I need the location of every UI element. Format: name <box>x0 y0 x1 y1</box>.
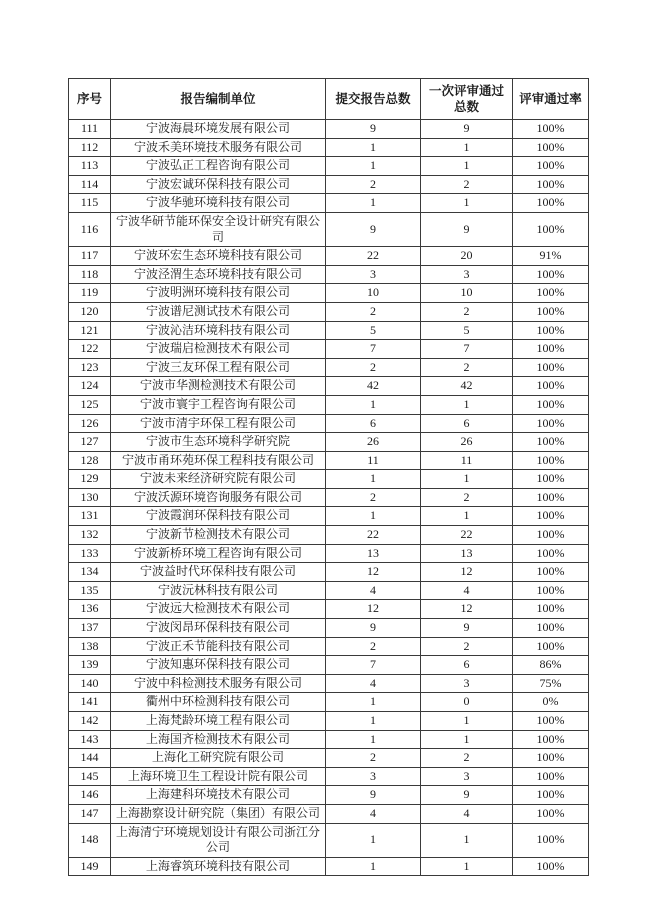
cell-passed: 1 <box>421 507 513 526</box>
table-row <box>69 194 589 213</box>
cell-passed: 3 <box>421 767 513 786</box>
cell-passed: 9 <box>421 786 513 805</box>
cell-rate: 100% <box>513 730 589 749</box>
cell-unit: 宁波新节检测技术有限公司 <box>111 526 326 545</box>
cell-unit: 宁波市生态环境科学研究院 <box>111 433 326 452</box>
cell-unit: 宁波市甬环苑环保工程科技有限公司 <box>111 451 326 470</box>
table-row <box>69 488 589 507</box>
cell-submitted: 1 <box>326 138 421 157</box>
cell-passed: 4 <box>421 581 513 600</box>
cell-unit: 宁波新桥环境工程咨询有限公司 <box>111 544 326 563</box>
cell-passed: 1 <box>421 157 513 176</box>
cell-submitted: 1 <box>326 730 421 749</box>
cell-unit: 宁波华驰环境科技有限公司 <box>111 194 326 213</box>
cell-passed: 6 <box>421 414 513 433</box>
cell-submitted: 42 <box>326 377 421 396</box>
table-header <box>69 79 589 120</box>
cell-index: 146 <box>69 786 111 805</box>
cell-index: 137 <box>69 619 111 638</box>
cell-unit: 宁波市华测检测技术有限公司 <box>111 377 326 396</box>
cell-submitted: 13 <box>326 544 421 563</box>
cell-unit: 宁波明洲环境科技有限公司 <box>111 284 326 303</box>
cell-submitted: 2 <box>326 637 421 656</box>
col-header-unit: 报告编制单位 <box>111 79 326 120</box>
cell-submitted: 4 <box>326 674 421 693</box>
cell-unit: 宁波中科检测技术服务有限公司 <box>111 674 326 693</box>
table-row <box>69 340 589 359</box>
cell-index: 133 <box>69 544 111 563</box>
cell-index: 140 <box>69 674 111 693</box>
table-row <box>69 637 589 656</box>
cell-passed: 12 <box>421 563 513 582</box>
cell-passed: 9 <box>421 619 513 638</box>
cell-index: 116 <box>69 212 111 246</box>
table-row <box>69 581 589 600</box>
cell-passed: 10 <box>421 284 513 303</box>
cell-rate: 100% <box>513 212 589 246</box>
cell-unit: 宁波市清宇环保工程有限公司 <box>111 414 326 433</box>
cell-unit: 宁波市寰宇工程咨询有限公司 <box>111 395 326 414</box>
cell-passed: 1 <box>421 857 513 876</box>
cell-rate: 100% <box>513 857 589 876</box>
cell-passed: 5 <box>421 321 513 340</box>
cell-index: 130 <box>69 488 111 507</box>
cell-submitted: 7 <box>326 340 421 359</box>
cell-rate: 100% <box>513 804 589 823</box>
cell-rate: 100% <box>513 488 589 507</box>
cell-passed: 7 <box>421 340 513 359</box>
cell-index: 129 <box>69 470 111 489</box>
table-row <box>69 674 589 693</box>
cell-submitted: 4 <box>326 804 421 823</box>
cell-rate: 100% <box>513 544 589 563</box>
table-row <box>69 358 589 377</box>
cell-rate: 100% <box>513 507 589 526</box>
cell-rate: 100% <box>513 433 589 452</box>
cell-passed: 9 <box>421 120 513 139</box>
cell-rate: 100% <box>513 302 589 321</box>
cell-rate: 100% <box>513 194 589 213</box>
cell-submitted: 1 <box>326 857 421 876</box>
cell-index: 131 <box>69 507 111 526</box>
cell-rate: 100% <box>513 120 589 139</box>
table-row <box>69 749 589 768</box>
cell-index: 124 <box>69 377 111 396</box>
cell-passed: 0 <box>421 693 513 712</box>
cell-submitted: 1 <box>326 194 421 213</box>
cell-unit: 宁波禾美环境技术服务有限公司 <box>111 138 326 157</box>
cell-unit: 上海环境卫生工程设计院有限公司 <box>111 767 326 786</box>
cell-rate: 100% <box>513 786 589 805</box>
cell-submitted: 9 <box>326 619 421 638</box>
cell-passed: 2 <box>421 358 513 377</box>
cell-passed: 1 <box>421 730 513 749</box>
cell-passed: 6 <box>421 656 513 675</box>
table-row <box>69 857 589 876</box>
cell-rate: 75% <box>513 674 589 693</box>
cell-rate: 100% <box>513 600 589 619</box>
cell-rate: 100% <box>513 712 589 731</box>
cell-rate: 100% <box>513 767 589 786</box>
cell-index: 142 <box>69 712 111 731</box>
cell-unit: 上海勘察设计研究院（集团）有限公司 <box>111 804 326 823</box>
table-row <box>69 265 589 284</box>
cell-rate: 100% <box>513 265 589 284</box>
cell-unit: 宁波益时代环保科技有限公司 <box>111 563 326 582</box>
cell-unit: 宁波弘正工程咨询有限公司 <box>111 157 326 176</box>
table-row <box>69 284 589 303</box>
cell-passed: 1 <box>421 395 513 414</box>
cell-unit: 上海国齐检测技术有限公司 <box>111 730 326 749</box>
cell-rate: 100% <box>513 451 589 470</box>
cell-index: 125 <box>69 395 111 414</box>
cell-unit: 宁波瑞启检测技术有限公司 <box>111 340 326 359</box>
cell-submitted: 2 <box>326 302 421 321</box>
cell-rate: 100% <box>513 414 589 433</box>
table-header-row <box>69 79 589 120</box>
cell-submitted: 22 <box>326 247 421 266</box>
table-row <box>69 619 589 638</box>
cell-rate: 91% <box>513 247 589 266</box>
cell-index: 121 <box>69 321 111 340</box>
cell-rate: 100% <box>513 637 589 656</box>
cell-passed: 3 <box>421 674 513 693</box>
table-row <box>69 526 589 545</box>
table-row <box>69 730 589 749</box>
table-row <box>69 823 589 857</box>
cell-unit: 宁波沅林科技有限公司 <box>111 581 326 600</box>
cell-submitted: 26 <box>326 433 421 452</box>
cell-index: 127 <box>69 433 111 452</box>
cell-index: 115 <box>69 194 111 213</box>
cell-rate: 100% <box>513 138 589 157</box>
cell-passed: 20 <box>421 247 513 266</box>
cell-passed: 4 <box>421 804 513 823</box>
table-row <box>69 175 589 194</box>
cell-unit: 宁波正禾节能科技有限公司 <box>111 637 326 656</box>
table-row <box>69 395 589 414</box>
cell-rate: 100% <box>513 358 589 377</box>
cell-rate: 100% <box>513 619 589 638</box>
cell-passed: 2 <box>421 175 513 194</box>
table-row <box>69 302 589 321</box>
cell-passed: 9 <box>421 212 513 246</box>
cell-index: 138 <box>69 637 111 656</box>
cell-rate: 100% <box>513 470 589 489</box>
cell-submitted: 4 <box>326 581 421 600</box>
cell-submitted: 1 <box>326 823 421 857</box>
cell-index: 111 <box>69 120 111 139</box>
cell-unit: 宁波未来经济研究院有限公司 <box>111 470 326 489</box>
cell-unit: 上海化工研究院有限公司 <box>111 749 326 768</box>
table-row <box>69 786 589 805</box>
cell-index: 132 <box>69 526 111 545</box>
table-row <box>69 767 589 786</box>
cell-rate: 86% <box>513 656 589 675</box>
cell-rate: 100% <box>513 340 589 359</box>
cell-index: 144 <box>69 749 111 768</box>
cell-passed: 1 <box>421 823 513 857</box>
cell-submitted: 22 <box>326 526 421 545</box>
cell-passed: 12 <box>421 600 513 619</box>
table-row <box>69 377 589 396</box>
col-header-passed: 一次评审通过总数 <box>421 79 513 120</box>
table-row <box>69 712 589 731</box>
cell-passed: 3 <box>421 265 513 284</box>
cell-passed: 2 <box>421 488 513 507</box>
cell-unit: 宁波远大检测技术有限公司 <box>111 600 326 619</box>
cell-index: 143 <box>69 730 111 749</box>
cell-submitted: 12 <box>326 563 421 582</box>
cell-rate: 100% <box>513 321 589 340</box>
cell-index: 117 <box>69 247 111 266</box>
cell-passed: 1 <box>421 138 513 157</box>
table-row <box>69 321 589 340</box>
table-row <box>69 544 589 563</box>
cell-submitted: 1 <box>326 507 421 526</box>
cell-index: 139 <box>69 656 111 675</box>
cell-passed: 22 <box>421 526 513 545</box>
cell-unit: 宁波泾渭生态环境科技有限公司 <box>111 265 326 284</box>
cell-index: 135 <box>69 581 111 600</box>
cell-unit: 宁波闵昂环保科技有限公司 <box>111 619 326 638</box>
cell-passed: 2 <box>421 302 513 321</box>
cell-index: 120 <box>69 302 111 321</box>
cell-index: 126 <box>69 414 111 433</box>
cell-unit: 宁波环宏生态环境科技有限公司 <box>111 247 326 266</box>
cell-submitted: 1 <box>326 693 421 712</box>
cell-submitted: 6 <box>326 414 421 433</box>
cell-submitted: 1 <box>326 712 421 731</box>
table-row <box>69 693 589 712</box>
cell-rate: 100% <box>513 563 589 582</box>
cell-rate: 100% <box>513 749 589 768</box>
cell-unit: 宁波华研节能环保安全设计研究有限公司 <box>111 212 326 246</box>
cell-rate: 0% <box>513 693 589 712</box>
cell-rate: 100% <box>513 395 589 414</box>
cell-index: 114 <box>69 175 111 194</box>
cell-index: 112 <box>69 138 111 157</box>
cell-passed: 2 <box>421 637 513 656</box>
cell-index: 148 <box>69 823 111 857</box>
cell-unit: 上海清宁环境规划设计有限公司浙江分公司 <box>111 823 326 857</box>
cell-index: 147 <box>69 804 111 823</box>
cell-passed: 1 <box>421 194 513 213</box>
cell-unit: 宁波三友环保工程有限公司 <box>111 358 326 377</box>
cell-submitted: 12 <box>326 600 421 619</box>
cell-submitted: 9 <box>326 120 421 139</box>
cell-submitted: 3 <box>326 767 421 786</box>
table-row <box>69 157 589 176</box>
cell-rate: 100% <box>513 823 589 857</box>
cell-submitted: 10 <box>326 284 421 303</box>
cell-submitted: 2 <box>326 488 421 507</box>
cell-unit: 上海睿筑环境科技有限公司 <box>111 857 326 876</box>
cell-index: 118 <box>69 265 111 284</box>
col-header-submitted: 提交报告总数 <box>326 79 421 120</box>
cell-submitted: 1 <box>326 395 421 414</box>
cell-index: 113 <box>69 157 111 176</box>
cell-unit: 上海梵龄环境工程有限公司 <box>111 712 326 731</box>
cell-index: 134 <box>69 563 111 582</box>
table-body <box>69 120 589 876</box>
cell-index: 119 <box>69 284 111 303</box>
table-row <box>69 414 589 433</box>
cell-unit: 宁波谱尼测试技术有限公司 <box>111 302 326 321</box>
table-row <box>69 600 589 619</box>
cell-submitted: 2 <box>326 358 421 377</box>
cell-index: 128 <box>69 451 111 470</box>
table-row <box>69 138 589 157</box>
cell-unit: 宁波宏诚环保科技有限公司 <box>111 175 326 194</box>
cell-submitted: 1 <box>326 157 421 176</box>
cell-submitted: 1 <box>326 470 421 489</box>
cell-submitted: 9 <box>326 212 421 246</box>
cell-rate: 100% <box>513 284 589 303</box>
table-row <box>69 120 589 139</box>
cell-submitted: 2 <box>326 175 421 194</box>
cell-unit: 衢州中环检测科技有限公司 <box>111 693 326 712</box>
cell-index: 136 <box>69 600 111 619</box>
cell-rate: 100% <box>513 377 589 396</box>
table-row <box>69 563 589 582</box>
cell-rate: 100% <box>513 157 589 176</box>
cell-passed: 11 <box>421 451 513 470</box>
cell-passed: 26 <box>421 433 513 452</box>
table-row <box>69 507 589 526</box>
cell-unit: 宁波知惠环保科技有限公司 <box>111 656 326 675</box>
cell-passed: 13 <box>421 544 513 563</box>
cell-submitted: 3 <box>326 265 421 284</box>
cell-index: 145 <box>69 767 111 786</box>
table-row <box>69 247 589 266</box>
table-row <box>69 212 589 246</box>
cell-unit: 宁波霞润环保科技有限公司 <box>111 507 326 526</box>
cell-rate: 100% <box>513 526 589 545</box>
table-row <box>69 804 589 823</box>
table-row <box>69 470 589 489</box>
cell-submitted: 11 <box>326 451 421 470</box>
table-row <box>69 656 589 675</box>
cell-rate: 100% <box>513 175 589 194</box>
cell-submitted: 2 <box>326 749 421 768</box>
col-header-rate: 评审通过率 <box>513 79 589 120</box>
report-pass-rate-table <box>68 78 589 876</box>
cell-index: 141 <box>69 693 111 712</box>
cell-passed: 1 <box>421 712 513 731</box>
cell-submitted: 5 <box>326 321 421 340</box>
cell-submitted: 7 <box>326 656 421 675</box>
cell-submitted: 9 <box>326 786 421 805</box>
cell-index: 122 <box>69 340 111 359</box>
table-row <box>69 451 589 470</box>
cell-index: 149 <box>69 857 111 876</box>
col-header-index: 序号 <box>69 79 111 120</box>
cell-unit: 宁波海晨环境发展有限公司 <box>111 120 326 139</box>
cell-index: 123 <box>69 358 111 377</box>
cell-rate: 100% <box>513 581 589 600</box>
cell-unit: 上海建科环境技术有限公司 <box>111 786 326 805</box>
cell-unit: 宁波沃源环境咨询服务有限公司 <box>111 488 326 507</box>
cell-passed: 42 <box>421 377 513 396</box>
cell-passed: 2 <box>421 749 513 768</box>
table-row <box>69 433 589 452</box>
cell-unit: 宁波沁洁环境科技有限公司 <box>111 321 326 340</box>
cell-passed: 1 <box>421 470 513 489</box>
